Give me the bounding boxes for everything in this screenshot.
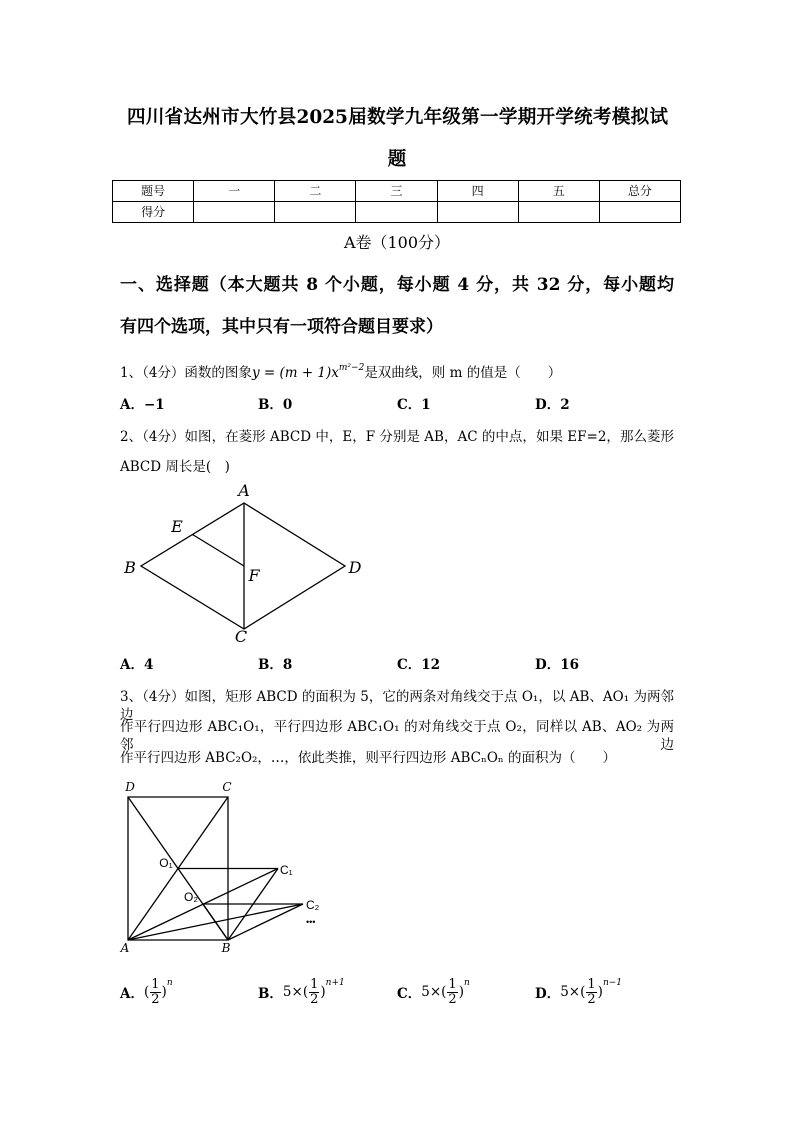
volume-heading: A卷（100分）	[343, 233, 451, 252]
score-table-header-cell: 三	[356, 181, 437, 202]
question-1-prefix: 1、（4分）函数的图象	[120, 365, 252, 381]
segment-b-o2	[203, 904, 228, 940]
fraction	[586, 978, 596, 1007]
point-label-e: E	[171, 517, 183, 536]
option-close-paren: )	[161, 984, 167, 1000]
score-table-cell	[518, 202, 599, 223]
fraction-denominator: 2	[151, 991, 160, 1007]
fraction-denominator: 2	[448, 991, 457, 1007]
section-heading-line1: 一、选择题（本大题共 8 个小题，每小题 4 分，共 32 分，每小题均	[120, 275, 674, 295]
point-label-o2: O₂	[184, 890, 198, 904]
option-label: C．	[397, 986, 422, 1002]
fraction	[150, 978, 160, 1007]
question-2-option-d: D．16	[535, 657, 579, 673]
score-table	[112, 180, 681, 223]
rectangle-figure	[115, 775, 335, 960]
point-label-f: F	[248, 566, 260, 585]
score-table-header-cell: 五	[518, 181, 599, 202]
point-label-c2: C₂	[306, 898, 320, 912]
segment-b-c2	[228, 904, 303, 940]
question-2-line1: 2、（4分）如图，在菱形 ABCD 中，E，F 分别是 AB，AC 的中点，如果 EF=2，那么菱形	[120, 429, 674, 445]
option-close-paren: )	[320, 984, 326, 1000]
question-1-suffix: 是双曲线，则 m 的值是（ ）	[364, 365, 562, 381]
fraction-denominator: 2	[310, 991, 319, 1007]
question-3-option-c	[397, 977, 470, 1007]
option-coefficient: 5×(	[560, 984, 586, 1000]
score-table-header-cell: 四	[437, 181, 518, 202]
question-1-option-b: B．0	[258, 397, 293, 413]
option-coefficient: 5×(	[282, 984, 309, 1000]
exam-title-line1: 四川省达州市大竹县2025届数学九年级第一学期开学统考模拟试	[127, 107, 668, 128]
continuation-dots: •••	[306, 917, 316, 927]
rhombus-figure	[110, 480, 380, 646]
point-label-b: B	[221, 941, 231, 955]
question-1-formula	[252, 365, 364, 381]
option-label: D．	[535, 986, 561, 1002]
score-table-header-cell: 题号	[113, 181, 194, 202]
question-1-option-c: C．1	[397, 397, 431, 413]
question-1	[120, 359, 561, 382]
score-table-header-cell: 一	[194, 181, 275, 202]
point-label-o1: O₁	[159, 856, 173, 870]
fraction-denominator: 2	[587, 991, 596, 1007]
score-table-header-cell: 二	[275, 181, 356, 202]
fraction	[447, 978, 457, 1007]
question-3-line3: 作平行四边形 ABC₂O₂，…，依此类推，则平行四边形 ABCₙOₙ 的面积为（ ）	[120, 750, 617, 766]
score-table-cell	[437, 202, 518, 223]
section-heading-line2: 有四个选项，其中只有一项符合题目要求）	[120, 317, 443, 337]
option-exponent: n+1	[325, 978, 345, 988]
fraction-numerator: 1	[448, 976, 457, 992]
score-table-cell	[275, 202, 356, 223]
option-close-paren: )	[597, 984, 603, 1000]
question-3-line2: 作平行四边形 ABC₁O₁，平行四边形 ABC₁O₁ 的对角线交于点 O₂，同样以 AB、AO₂ 为两邻边	[120, 719, 674, 753]
formula-exponent: m²−2	[338, 363, 365, 373]
point-label-d: D	[125, 780, 135, 794]
score-table-score-row	[113, 202, 681, 223]
score-table-cell: 得分	[113, 202, 194, 223]
segment-ef	[193, 535, 245, 567]
point-label-d: D	[348, 558, 362, 577]
point-label-b: B	[124, 558, 136, 577]
option-exponent: n−1	[602, 978, 623, 988]
score-table-header-cell: 总分	[599, 181, 680, 202]
point-label-a: A	[120, 941, 130, 955]
fraction-numerator: 1	[310, 976, 319, 992]
question-2-option-a: A．4	[120, 657, 154, 673]
formula-main: y = (m + 1)x	[251, 365, 339, 381]
option-exponent: n	[463, 978, 470, 988]
fraction	[309, 978, 319, 1007]
score-table-cell	[356, 202, 437, 223]
question-2-option-c: C．12	[397, 657, 441, 673]
point-label-c1: C₁	[280, 863, 293, 877]
score-table-header-row	[113, 181, 681, 202]
question-1-option-d: D．2	[535, 397, 570, 413]
question-3-option-b	[258, 977, 345, 1007]
option-coefficient: (	[143, 984, 150, 1000]
point-label-c: C	[222, 780, 232, 794]
score-table-cell	[194, 202, 275, 223]
question-3-line1: 3、（4分）如图，矩形 ABCD 的面积为 5，它的两条对角线交于点 O₁，以 AB、AO₁ 为两邻边	[120, 689, 674, 723]
question-3-option-d	[535, 977, 622, 1007]
fraction-numerator: 1	[587, 976, 596, 992]
point-label-a: A	[238, 481, 250, 500]
option-exponent: n	[166, 978, 173, 988]
exam-title-line2: 题	[387, 149, 407, 170]
question-2-option-b: B．8	[258, 657, 293, 673]
point-label-c: C	[234, 627, 248, 646]
option-label: A．	[120, 986, 144, 1002]
option-label: B．	[258, 986, 283, 1002]
fraction-numerator: 1	[151, 976, 160, 992]
question-1-option-a: A．−1	[120, 397, 165, 413]
question-2-line2: ABCD 周长是( )	[120, 459, 230, 475]
score-table-cell	[599, 202, 680, 223]
option-coefficient: 5×(	[421, 984, 447, 1000]
question-3-option-a	[120, 977, 173, 1007]
option-close-paren: )	[458, 984, 464, 1000]
